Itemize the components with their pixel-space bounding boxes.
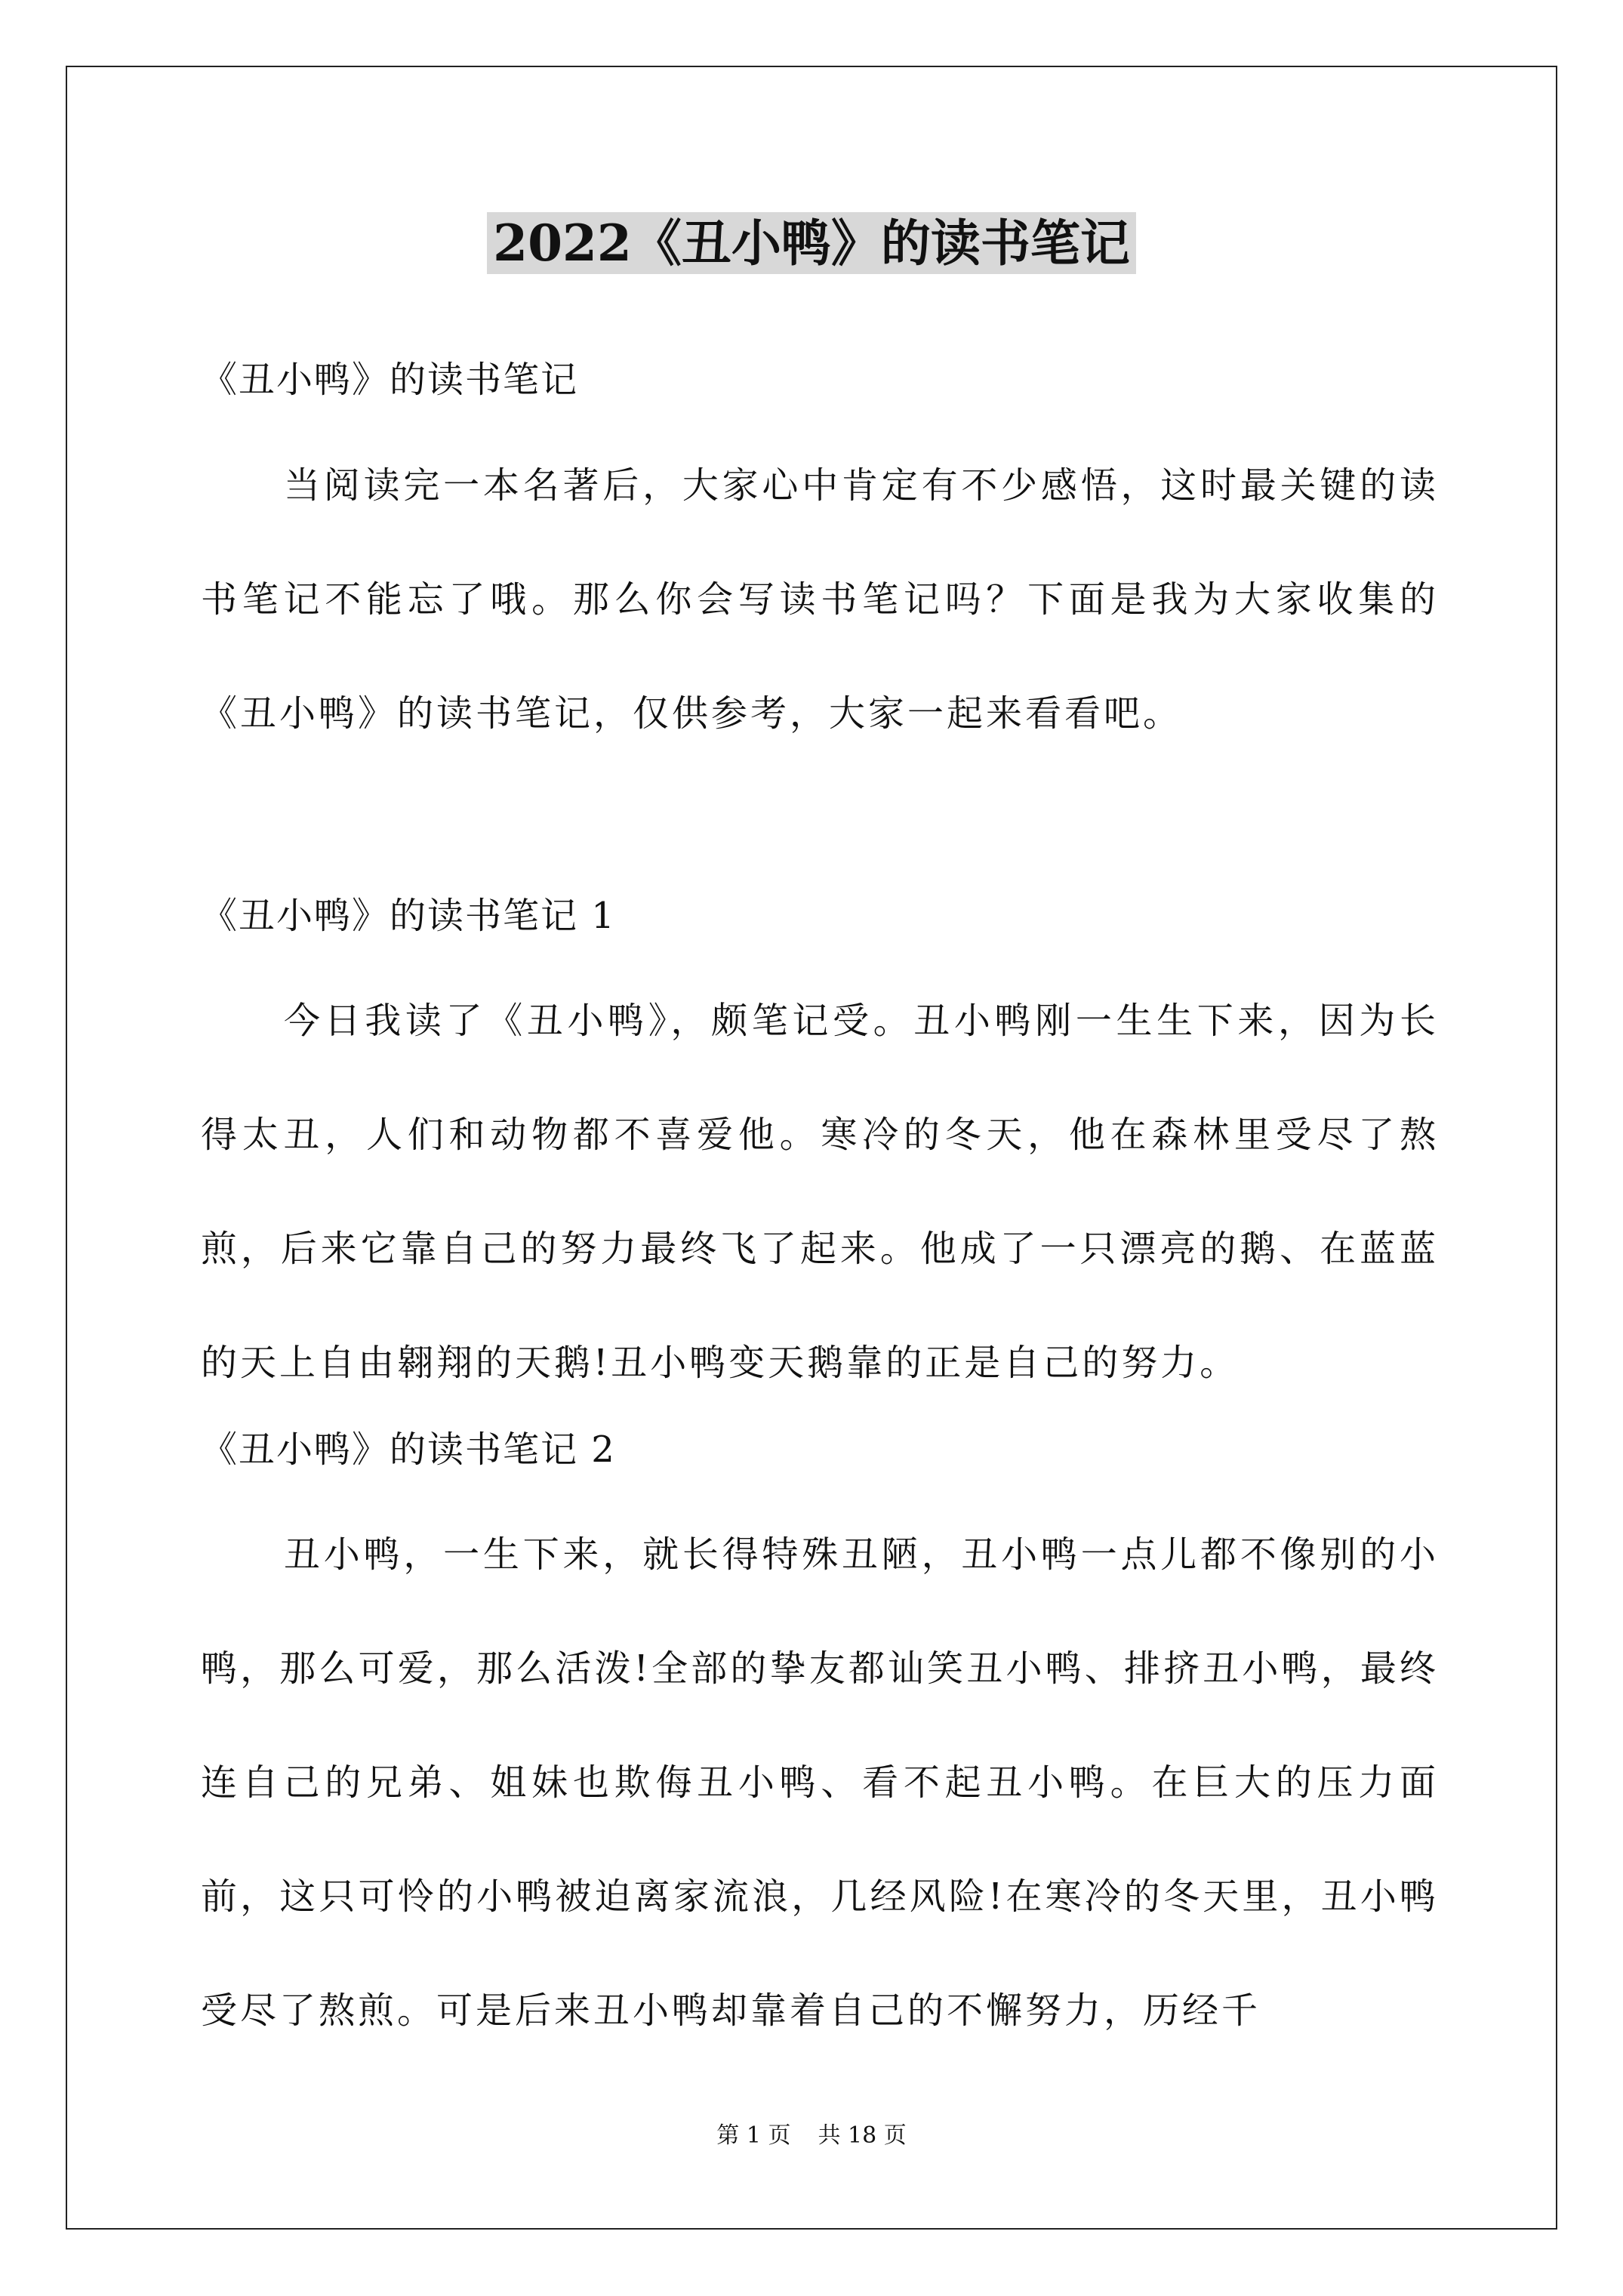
section-heading-1: 《丑小鸭》的读书笔记 1 bbox=[201, 895, 616, 937]
paragraph-1: 今日我读了《丑小鸭》，颇笔记受。丑小鸭刚一生生下来，因为长得太丑，人们和动物都不喜爱他。寒冷的冬天，他在森林里受尽了熬煎，后来它靠自己的努力最终飞了起来。他成了一只漂亮的鹅、在蓝蓝的天上自由翱翔的天鹅!丑小鸭变天鹅靠的正是自己的努力。 bbox=[201, 1000, 1439, 1384]
page-number: 第 1 页 bbox=[716, 2122, 791, 2149]
document-title bbox=[0, 207, 1623, 279]
section-heading-2: 《丑小鸭》的读书笔记 2 bbox=[201, 1428, 616, 1471]
page-total: 共 18 页 bbox=[818, 2122, 907, 2149]
document-title-text: 2022《丑小鸭》的读书笔记 bbox=[487, 212, 1136, 274]
paragraph-2: 丑小鸭，一生下来，就长得特殊丑陋，丑小鸭一点儿都不像别的小鸭，那么可爱，那么活泼!全部的挚友都讪笑丑小鸭、排挤丑小鸭，最终连自己的兄弟、姐妹也欺侮丑小鸭、看不起丑小鸭。在巨大的压力面前，这只可怜的小鸭被迫离家流浪，几经风险!在寒冷的冬天里，丑小鸭受尽了熬煎。可是后来丑小鸭却靠着自己的不懈努力，历经千 bbox=[201, 1533, 1439, 2032]
section-heading-intro: 《丑小鸭》的读书笔记 bbox=[201, 359, 579, 401]
page-footer bbox=[0, 2121, 1623, 2151]
paragraph-intro: 当阅读完一本名著后，大家心中肯定有不少感悟，这时最关键的读书笔记不能忘了哦。那么你会写读书笔记吗？下面是我为大家收集的《丑小鸭》的读书笔记，仅供参考，大家一起来看看吧。 bbox=[201, 464, 1439, 735]
